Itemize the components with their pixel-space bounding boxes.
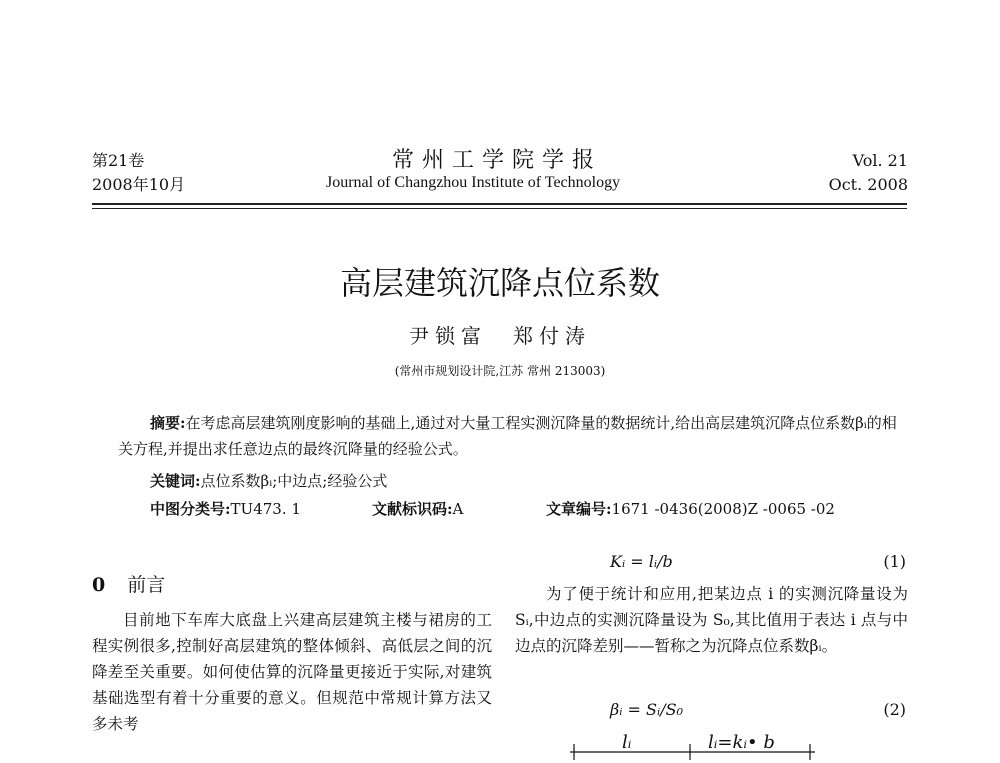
journal-title-cn: 常州工学院学报	[392, 148, 603, 173]
keywords-label: 关键词:	[150, 472, 201, 490]
volume-en: Vol. 21	[852, 151, 908, 170]
issue-date: 2008年10月	[92, 175, 186, 194]
section-title: 前言	[127, 574, 166, 596]
section-number: 0	[92, 574, 106, 596]
classification	[150, 498, 301, 519]
clc-label: 中图分类号:	[150, 500, 231, 518]
article-title: 高层建筑沉降点位系数	[339, 264, 660, 302]
doc-value: A	[452, 500, 464, 518]
keywords-text: 点位系数βᵢ;中边点;经验公式	[200, 472, 388, 490]
equation-1: Kᵢ = lᵢ/b	[610, 552, 673, 571]
figure-dimension-diagram	[560, 730, 830, 760]
header-rule-top	[92, 203, 907, 205]
document-code	[372, 498, 463, 519]
equation-1-number: (1)	[883, 552, 906, 571]
figure-label-li-kib: lᵢ=kᵢ• b	[708, 732, 775, 753]
article-number	[546, 498, 835, 519]
journal-title-en: Journal of Changzhou Institute of Technology	[326, 174, 621, 191]
abstract-label: 摘要:	[150, 414, 186, 432]
right-paragraph: 为了便于统计和应用,把某边点 i 的实测沉降量设为 Sᵢ,中边点的实测沉降量设为 S₀,其比值用于表达 i 点与中边点的沉降差别——暂称之为沉降点位系数βᵢ。	[515, 585, 908, 655]
article-no-value: 1671 -0436(2008)Z -0065 -02	[611, 500, 835, 518]
section-heading	[92, 570, 165, 597]
issue-date-en: Oct. 2008	[828, 175, 908, 194]
figure-label-li: lᵢ	[622, 732, 632, 753]
equation-2: βᵢ = Sᵢ/S₀	[610, 700, 683, 719]
article-no-label: 文章编号:	[546, 500, 612, 518]
article-affiliation: (常州市规划设计院,江苏 常州 213003)	[394, 364, 606, 378]
intro-paragraph: 目前地下车库大底盘上兴建高层建筑主楼与裙房的工程实例很多,控制好高层建筑的整体倾斜、高低层之间的沉降差至关重要。如何使估算的沉降量更接近于实际,对建筑基础选型有着十分重要的意义。但规范中常规计算方法又多未考	[92, 611, 492, 733]
article-authors: 尹锁富 郑付涛	[409, 324, 591, 348]
equation-2-number: (2)	[883, 700, 906, 719]
abstract-text: 在考虑高层建筑刚度影响的基础上,通过对大量工程实测沉降量的数据统计,给出高层建筑沉降点位系数βᵢ的相关方程,并提出求任意边点的最终沉降量的经验公式。	[118, 414, 897, 458]
abstract	[118, 410, 898, 462]
doc-label: 文献标识码:	[372, 500, 453, 518]
volume-label: 第21卷	[92, 151, 145, 170]
header-rule-bottom	[92, 208, 907, 209]
keywords	[150, 470, 387, 491]
clc-value: TU473. 1	[230, 500, 301, 518]
